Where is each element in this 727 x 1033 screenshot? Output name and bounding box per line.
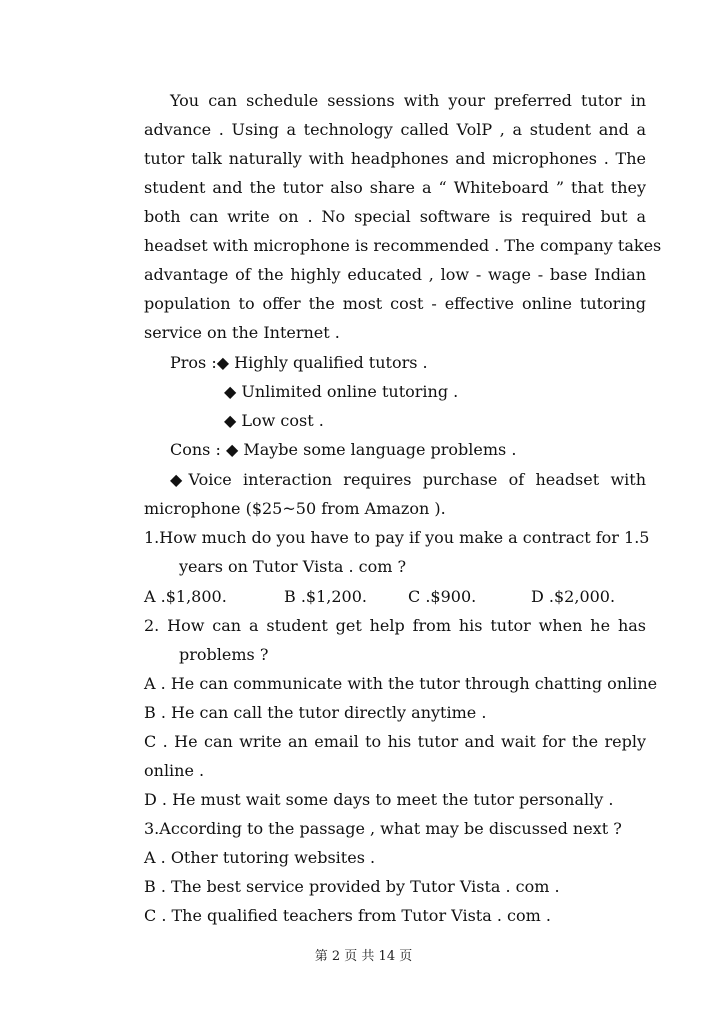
passage-line: advance . Using a technology called VolP , a student and a xyxy=(144,120,646,139)
question-3-text: 3.According to the passage , what may be discussed next ? xyxy=(144,819,622,838)
passage-line: student and the tutor also share a “ Whiteboard ” that they xyxy=(144,178,646,197)
question-3-option-a: A . Other tutoring websites . xyxy=(144,848,376,867)
pros-item: ◆ Unlimited online tutoring . xyxy=(224,382,459,401)
cons-item: ◆Voice interaction requires purchase of headset with xyxy=(170,470,646,489)
passage-line: service on the Internet . xyxy=(144,323,340,342)
passage-line: population to offer the most cost - effective online tutoring xyxy=(144,294,646,313)
pros-item: ◆ Low cost . xyxy=(224,411,324,430)
passage-line: headset with microphone is recommended . The company takes xyxy=(144,236,662,255)
question-2-option-c: C . He can write an email to his tutor and wait for the reply xyxy=(144,732,646,751)
question-2-text: 2. How can a student get help from his tutor when he has xyxy=(144,616,646,635)
option-c: C .$900. xyxy=(408,587,477,606)
passage-line: advantage of the highly educated , low - wage - base Indian xyxy=(144,265,646,284)
pros-item: Pros :◆ Highly qualified tutors . xyxy=(170,353,428,372)
question-3-option-c: C . The qualified teachers from Tutor Vista . com . xyxy=(144,906,551,925)
question-2-option-a: A . He can communicate with the tutor through chatting online xyxy=(144,674,658,693)
cons-item: Cons : ◆ Maybe some language problems . xyxy=(170,440,517,459)
passage-line: You can schedule sessions with your preferred tutor in xyxy=(170,91,646,110)
page-number: 第 2 页 共 14 页 xyxy=(314,949,413,964)
passage-line: both can write on . No special software is required but a xyxy=(144,207,646,226)
option-d: D .$2,000. xyxy=(531,587,616,606)
question-2-option-d: D . He must wait some days to meet the tutor personally . xyxy=(144,790,614,809)
question-3-option-b: B . The best service provided by Tutor Vista . com . xyxy=(144,877,560,896)
question-2-text: problems ? xyxy=(179,645,269,664)
question-1-text: years on Tutor Vista . com ? xyxy=(179,557,407,576)
option-b: B .$1,200. xyxy=(284,587,367,606)
question-1-text: 1.How much do you have to pay if you make a contract for 1.5 xyxy=(144,528,650,547)
question-2-option-b: B . He can call the tutor directly anytime . xyxy=(144,703,487,722)
question-2-option-c: online . xyxy=(144,761,205,780)
question-1-options xyxy=(144,582,646,611)
passage-line: tutor talk naturally with headphones and microphones . The xyxy=(144,149,646,168)
option-a: A .$1,800. xyxy=(144,587,227,606)
cons-item: microphone ($25~50 from Amazon ). xyxy=(144,499,446,518)
